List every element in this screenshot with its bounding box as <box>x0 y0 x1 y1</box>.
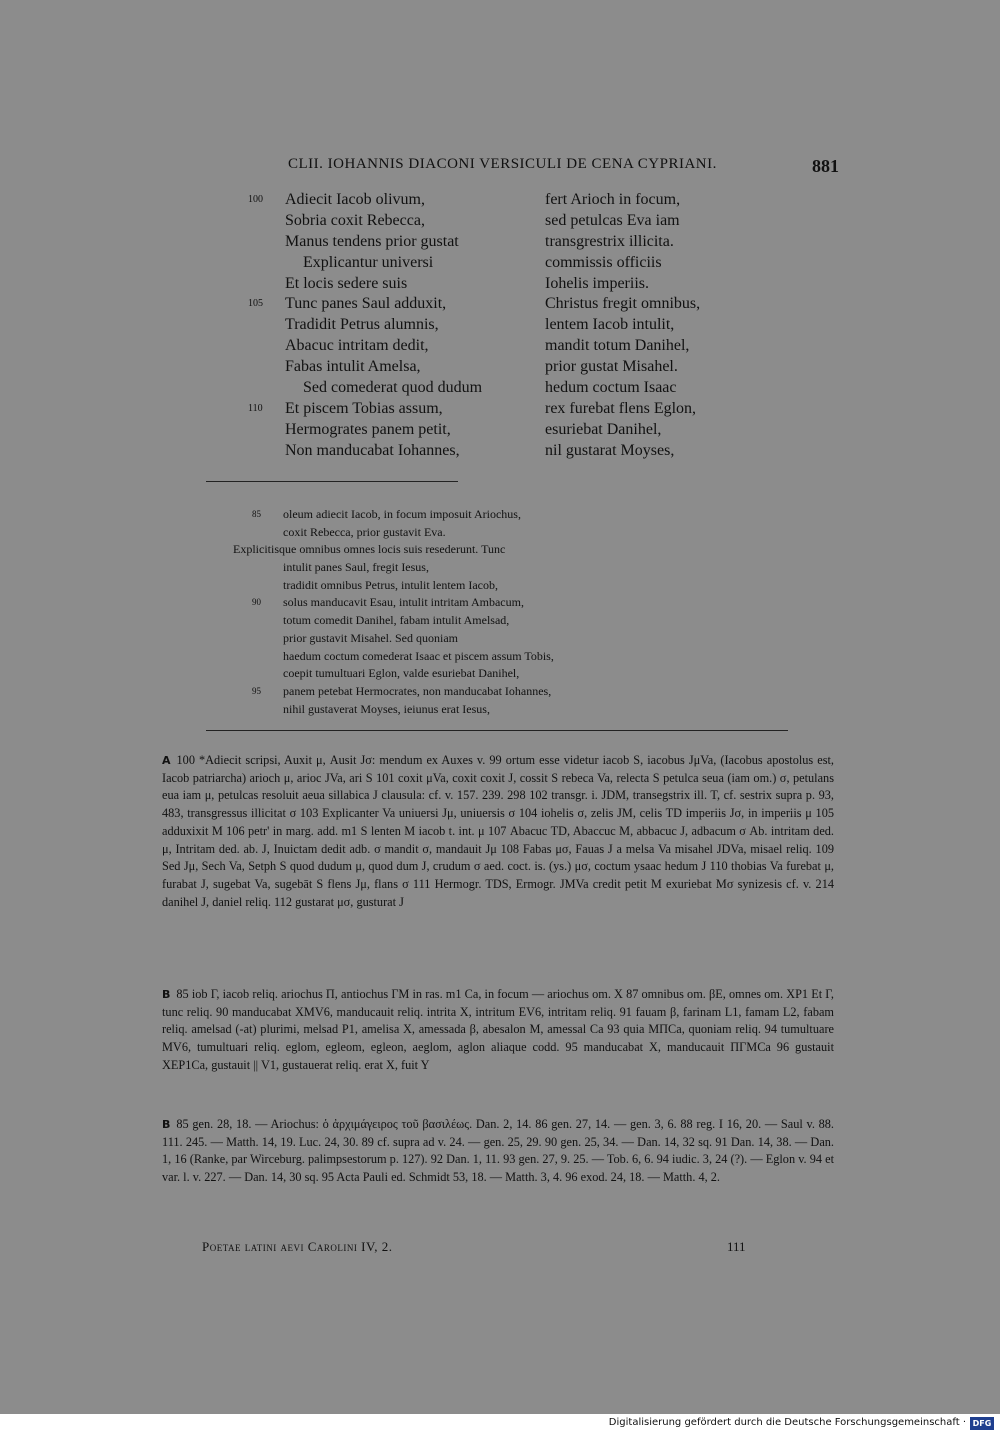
apparatus-text: 85 iob Γ, iacob reliq. ariochus Π, antiochus ΓM in ras. m1 Ca, in focum — ariochus om. X 87 omnibus om. βE, omnes om. XP1 Et Γ, tunc reliq. 90 manducabat XMV6, manducauit reliq. intrita X, intritum EV6, intritam reliq. 91 fauam β, farinam L1, famam L2, fabam reliq. amelsad (-at) plurimi, melsad P1, amelisa X, amessada β, abesalon M, amessal Ca 93 quia MΠCa, quoniam reliq. 94 tumultuare MV6, tumultuari reliq. eglom, egleom, egleon, aeglom, aglon aliaque codd. 95 manducabat X, manducauit ΠΓMCa 96 gustauit XEP1Ca, gustauit || V1, gustauerat reliq. erat X, fuit Y <box>162 987 834 1072</box>
line-number: 110 <box>248 402 263 414</box>
source-line <box>230 630 650 648</box>
verse-line <box>248 190 808 211</box>
verse-left-half: Tradidit Petrus alumnis, <box>285 316 439 334</box>
verse-left-half: Manus tendens prior gustat <box>285 232 459 250</box>
verse-left-half: Et locis sedere suis <box>285 274 408 292</box>
verse-right-half: commissis officiis <box>545 253 662 271</box>
page-number: 881 <box>812 156 839 176</box>
verse-right-half: esuriebat Danihel, <box>545 420 662 438</box>
footer-sheet-number: 111 <box>727 1239 746 1254</box>
line-number: 100 <box>248 194 263 205</box>
verse-line <box>248 336 808 357</box>
source-line <box>230 648 650 666</box>
verse-line <box>248 315 808 336</box>
line-number: 95 <box>252 685 261 696</box>
divider-rule <box>206 730 788 731</box>
source-line-text: totum comedit Danihel, fabam intulit Amelsad, <box>283 613 510 628</box>
verse-left-half: Explicantur universi <box>303 253 434 271</box>
apparatus-a <box>162 752 834 911</box>
source-line-text: oleum adiecit Iacob, in focum imposuit Ariochus, <box>283 507 521 521</box>
footer-series: Poetae latini aevi Carolini IV, 2. <box>202 1239 393 1254</box>
source-line <box>230 701 650 719</box>
source-line-text: nihil gustaverat Moyses, ieiunus erat Iesus, <box>283 701 490 716</box>
source-text-block <box>230 506 650 718</box>
source-line-text: prior gustavit Misahel. Sed quoniam <box>283 630 458 645</box>
verse-right-half: rex furebat flens Eglon, <box>545 399 697 417</box>
verse-left-half: Fabas intulit Amelsa, <box>285 358 421 376</box>
apparatus-references <box>162 1116 834 1187</box>
verse-right-half: prior gustat Misahel. <box>545 358 678 376</box>
apparatus-siglum: B <box>162 1118 171 1131</box>
verse-left-half: Non manducabat Iohannes, <box>285 441 460 459</box>
apparatus-b <box>162 986 834 1075</box>
verse-right-half: mandit totum Danihel, <box>545 337 690 355</box>
verse-right-half: transgrestrix illicita. <box>545 232 674 250</box>
dfg-logo-icon: DFG <box>970 1417 994 1430</box>
source-line-text: coxit Rebecca, prior gustavit Eva. <box>283 524 446 539</box>
apparatus-text: 100 *Adiecit scripsi, Auxit μ, Ausit Jσ: mendum ex Auxes v. 99 ortum esse videtur iacob S, iacobus JμVa, (Iacobus apostolus est, Iacob patriarcha) arioch μ, arioc JVa, ari S 101 coxit μVa, coxit coxit J, cossit S rebeca Va, relecta S petulca seua (iam om.) σ, petulans eua iam μ, petulcas resoluit aeua sillabica J clausula: cf. v. 157. 239. 298 102 transgr. i. JDM, transegstrix ill. T, cf. sestrix supra p. 93, 483, transgressus illicitat σ 103 Explicanter Va uniuersi Jμ, uniuersis σ 104 iohelis σ, zelis JM, celis TD imperiis Jσ, in imperiis μ 105 adduxixit M 106 petr' in marg. add. m1 S lenten M iacob t. int. μ 107 Abacuc TD, Abaccuc M, abbacuc J, adbacum σ Ab. intritam ded. μ, Intritam ded. ab. J, Inuictam dedit adb. σ mandit σ, mandauit Jμ 108 Fabas μσ, Fauas J a melsa Va misahel JDVa, misael reliq. 109 Sed Jμ, Sech Va, Setph S quod dudum μ, quod dum J, crudum σ aed. coct. is. (ys.) μσ, coctum ysaac hedum J 110 thobias Va furebat μ, furabat J, sugebat Va, sugebāt S flens Jμ, flans σ 111 Hermogr. TDS, Ermogr. JMVa credit petit M exuriebat Mσ synizesis cf. v. 214 danihel J, daniel reliq. 112 gustarat μσ, gusturat J <box>162 753 834 909</box>
verse-left-half: Sed comederat quod dudum <box>303 379 483 397</box>
source-line-text: solus manducavit Esau, intulit intritam Ambacum, <box>283 595 524 610</box>
verse-left-half: Adiecit Iacob olivum, <box>285 191 425 208</box>
source-line <box>230 665 650 683</box>
verse-line <box>248 211 808 232</box>
verse-left-half: Sobria coxit Rebecca, <box>285 211 425 229</box>
dfg-banner <box>0 1414 1000 1434</box>
verse-line <box>248 399 808 420</box>
verse-right-half: Christus fregit omnibus, <box>545 295 701 313</box>
verse-right-half: Iohelis imperiis. <box>545 274 649 292</box>
line-number: 85 <box>252 509 261 519</box>
apparatus-text: 85 gen. 28, 18. — Ariochus: ὁ ἀρχιμάγειρος τοῦ βασιλέως. Dan. 2, 14. 86 gen. 27, 14. — gen. 3, 6. 88 reg. I 16, 20. — Saul v. 88. 111. 245. — Matth. 14, 19. Luc. 24, 30. 89 cf. supra ad v. 24. — gen. 25, 29. 90 gen. 25, 34. — Dan. 14, 32 sq. 91 Dan. 14, 38. — Dan. 1, 16 (Ranke, par Wirceburg. palimpsestorum p. 127). 92 Dan. 1, 11. 93 gen. 27, 9. 25. — Tob. 6, 6. 94 iudic. 3, 24 (?). — Eglon v. 94 et var. l. v. 227. — Dan. 14, 30 sq. 95 Acta Pauli ed. Schmidt 53, 18. — Matth. 3, 4. 96 exod. 24, 18. — Matth. 4, 2. <box>162 1117 834 1185</box>
apparatus-siglum: B <box>162 988 171 1001</box>
source-line-text: haedum coctum comederat Isaac et piscem assum Tobis, <box>283 648 554 663</box>
verse-left-half: Tunc panes Saul adduxit, <box>285 295 447 313</box>
source-line <box>230 577 650 595</box>
verse-right-half: nil gustarat Moyses, <box>545 441 675 459</box>
verse-line <box>248 357 808 378</box>
source-line <box>230 506 650 524</box>
source-line-text: Explicitisque omnibus omnes locis suis resederunt. Tunc <box>233 542 506 557</box>
verse-left-half: Abacuc intritam dedit, <box>285 337 429 355</box>
verse-line <box>248 420 808 441</box>
line-number: 105 <box>248 298 263 310</box>
running-header: CLII. IOHANNIS DIACONI VERSICULI DE CENA CYPRIANI. <box>288 156 717 172</box>
verse-right-half: lentem Iacob intulit, <box>545 316 675 334</box>
verse-right-half: fert Arioch in focum, <box>545 191 681 208</box>
verse-right-half: sed petulcas Eva iam <box>545 211 680 229</box>
verse-left-half: Hermogrates panem petit, <box>285 420 451 438</box>
verse-line <box>248 378 808 399</box>
source-line <box>230 541 650 559</box>
source-line-text: tradidit omnibus Petrus, intulit lentem Iacob, <box>283 577 498 592</box>
verse-line <box>248 294 808 315</box>
apparatus-siglum: A <box>162 754 171 767</box>
divider-rule <box>206 481 458 482</box>
source-line <box>230 683 650 701</box>
source-line <box>230 559 650 577</box>
source-line <box>230 612 650 630</box>
source-line-text: coepit tumultuari Eglon, valde esuriebat Danihel, <box>283 666 520 681</box>
verse-line <box>248 441 808 462</box>
verse-block <box>248 190 808 462</box>
source-line-text: panem petebat Hermocrates, non manducabat Iohannes, <box>283 683 552 698</box>
line-number: 90 <box>252 597 261 608</box>
verse-line <box>248 253 808 274</box>
source-line-text: intulit panes Saul, fregit Iesus, <box>283 560 429 575</box>
verse-line <box>248 232 808 253</box>
verse-left-half: Et piscem Tobias assum, <box>285 399 443 417</box>
source-line <box>230 524 650 542</box>
dfg-credit: Digitalisierung gefördert durch die Deutsche Forschungsgemeinschaft · <box>608 1417 966 1428</box>
verse-line <box>248 274 808 295</box>
verse-right-half: hedum coctum Isaac <box>545 379 677 397</box>
source-line <box>230 594 650 612</box>
